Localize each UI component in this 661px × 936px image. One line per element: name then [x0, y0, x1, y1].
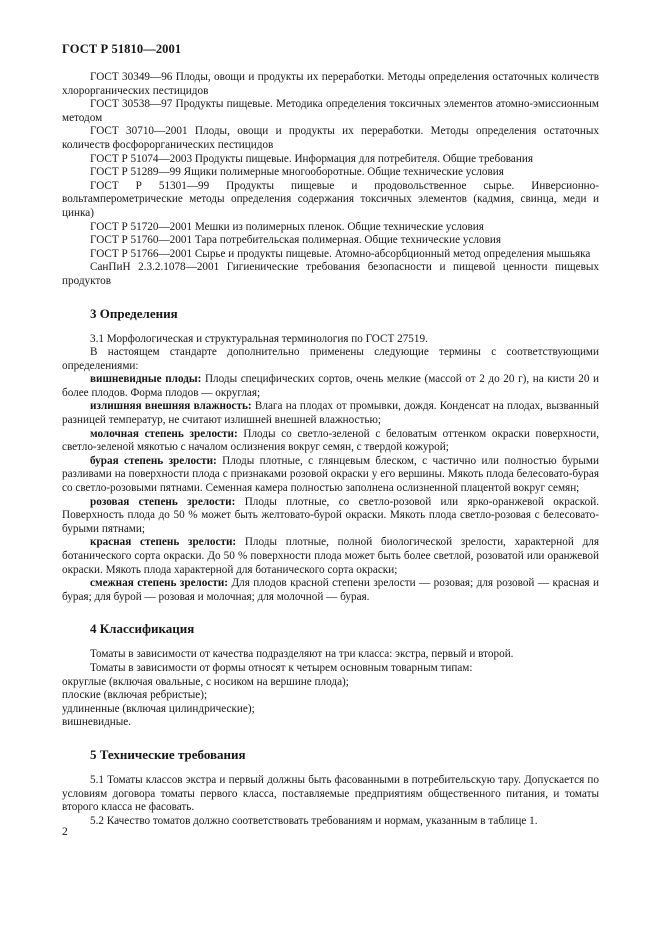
definition-item [62, 536, 599, 577]
definition-text: Плоды специфических сортов, очень мелкие (массой от 2 до 20 г), на кисти 20 и более плодов. Форма плодов — округлая; [62, 373, 599, 399]
page-number: 2 [62, 826, 68, 838]
definition-item [62, 428, 599, 455]
type-item: округлые (включая овальные, с носиком на вершине плода); [62, 675, 349, 688]
definition-term: вишневидные плоды: [90, 373, 202, 386]
section-3-heading: 3 Определения [90, 305, 178, 321]
reference-item: ГОСТ Р 51074—2003 Продукты пищевые. Информация для потребителя. Общие требования [90, 152, 534, 165]
reference-item: СанПиН 2.3.2.1078—2001 Гигиенические требования безопасности и пищевой ценности пищевых продуктов [62, 261, 599, 287]
section-4-paragraph: Томаты в зависимости от качества подразделяют на три класса: экстра, первый и второй. [90, 648, 514, 661]
section-5-paragraph: 5.1 Томаты классов экстра и первый должны быть фасованными в потребительскую тару. Допускается по условиям договора томаты первого класса, поставляемые предприятиям общественного питания, и томаты второго класса не фасовать. [62, 773, 599, 814]
section-5-heading: 5 Технические требования [90, 746, 246, 762]
definition-term: смежная степень зрелости: [90, 577, 229, 590]
definition-text: Плоды со светло-зеленой с беловатым оттенком окраски поверхности, светло-зеленой мякотью с началом ослизнения вокруг семян, с твердой кожурой; [62, 427, 599, 454]
page-content [62, 71, 599, 828]
definition-term: излишняя внешняя влажность: [90, 400, 252, 413]
reference-item: ГОСТ 30349—96 Плоды, овощи и продукты их переработки. Методы определения остаточных количеств хлорорганических пестицидов [62, 71, 599, 97]
definition-item [62, 455, 599, 496]
definition-item [62, 577, 599, 604]
definition-term: бурая степень зрелости: [90, 454, 217, 467]
section-4-heading: 4 Классификация [90, 621, 195, 637]
definition-term: розовая степень зрелости: [90, 495, 236, 508]
document-header: ГОСТ Р 51810—2001 [62, 42, 182, 56]
section-3-paragraph: В настоящем стандарте дополнительно применены следующие термины с соответствующими определениями: [62, 346, 599, 372]
section-3-paragraph: 3.1 Морфологическая и структуральная терминология по ГОСТ 27519. [90, 332, 428, 345]
definition-item [62, 496, 599, 537]
reference-item: ГОСТ 30710—2001 Плоды, овощи и продукты их переработки. Методы определения остаточных количеств фосфорорганических пестицидов [62, 125, 599, 151]
reference-item: ГОСТ Р 51289—99 Ящики полимерные многооборотные. Общие технические условия [90, 166, 504, 179]
definition-text: Для плодов красной степени зрелости — розовая; для розовой — красная и бурая; для бурой — розовая и молочная; для молочной — бурая. [62, 577, 599, 603]
definition-item [62, 400, 599, 427]
definition-text: Плоды плотные, с глянцевым блеском, с частично или полностью бурыми разливами на поверхности плода с признаками розовой окраски у его вершины. Мякоть плода белесовато-бурая со светло-розовыми пятнами. Семенная камера полностью заполнена ослизненной плацентой вокруг семян; [62, 454, 599, 495]
definition-term: красная степень зрелости: [90, 536, 237, 549]
reference-item: ГОСТ Р 51301—99 Продукты пищевые и продовольственное сырье. Инверсионно-вольтамперометрические методы определения содержания токсичных элементов (кадмия, свинца, меди и цинка) [62, 179, 599, 219]
type-item: удлиненные (включая цилиндрические); [62, 702, 255, 715]
definition-text: Плоды плотные, полной биологической зрелости, характерной для ботанического сорта окраски. До 50 % поверхности плода может быть более светлой, розоватой или оранжевой окраски. Мякоть плода характерной для ботанического сорта окраски; [62, 536, 599, 576]
section-4-paragraph: Томаты в зависимости от формы относят к четырем основным товарным типам: [90, 661, 473, 674]
definition-item [62, 373, 599, 400]
reference-item: ГОСТ Р 51760—2001 Тара потребительская полимерная. Общие технические условия [90, 234, 502, 247]
reference-item: ГОСТ 30538—97 Продукты пищевые. Методика определения токсичных элементов атомно-эмиссионным методом [62, 98, 599, 124]
references-list [62, 71, 599, 289]
definition-term: молочная степень зрелости: [90, 427, 238, 440]
definition-text: Плоды плотные, со светло-розовой или ярко-оранжевой окраской. Поверхность плода до 50 % может быть желтовато-бурой окраски. Мякоть плода светло-розовая с белесовато-бурыми пятнами; [62, 495, 599, 535]
section-5-paragraph: 5.2 Качество томатов должно соответствовать требованиям и нормам, указанным в таблице 1. [90, 814, 538, 827]
type-item: вишневидные. [62, 716, 132, 729]
reference-item: ГОСТ Р 51720—2001 Мешки из полимерных пленок. Общие технические условия [90, 220, 484, 233]
definition-text: Влага на плодах от промывки, дождя. Конденсат на плодах, вызванный разницей температур, не считают излишней внешней влажностью; [62, 400, 599, 427]
reference-item: ГОСТ Р 51766—2001 Сырье и продукты пищевые. Атомно-абсорбционный метод определения мышьяка [90, 247, 591, 260]
type-item: плоские (включая ребристые); [62, 689, 208, 702]
